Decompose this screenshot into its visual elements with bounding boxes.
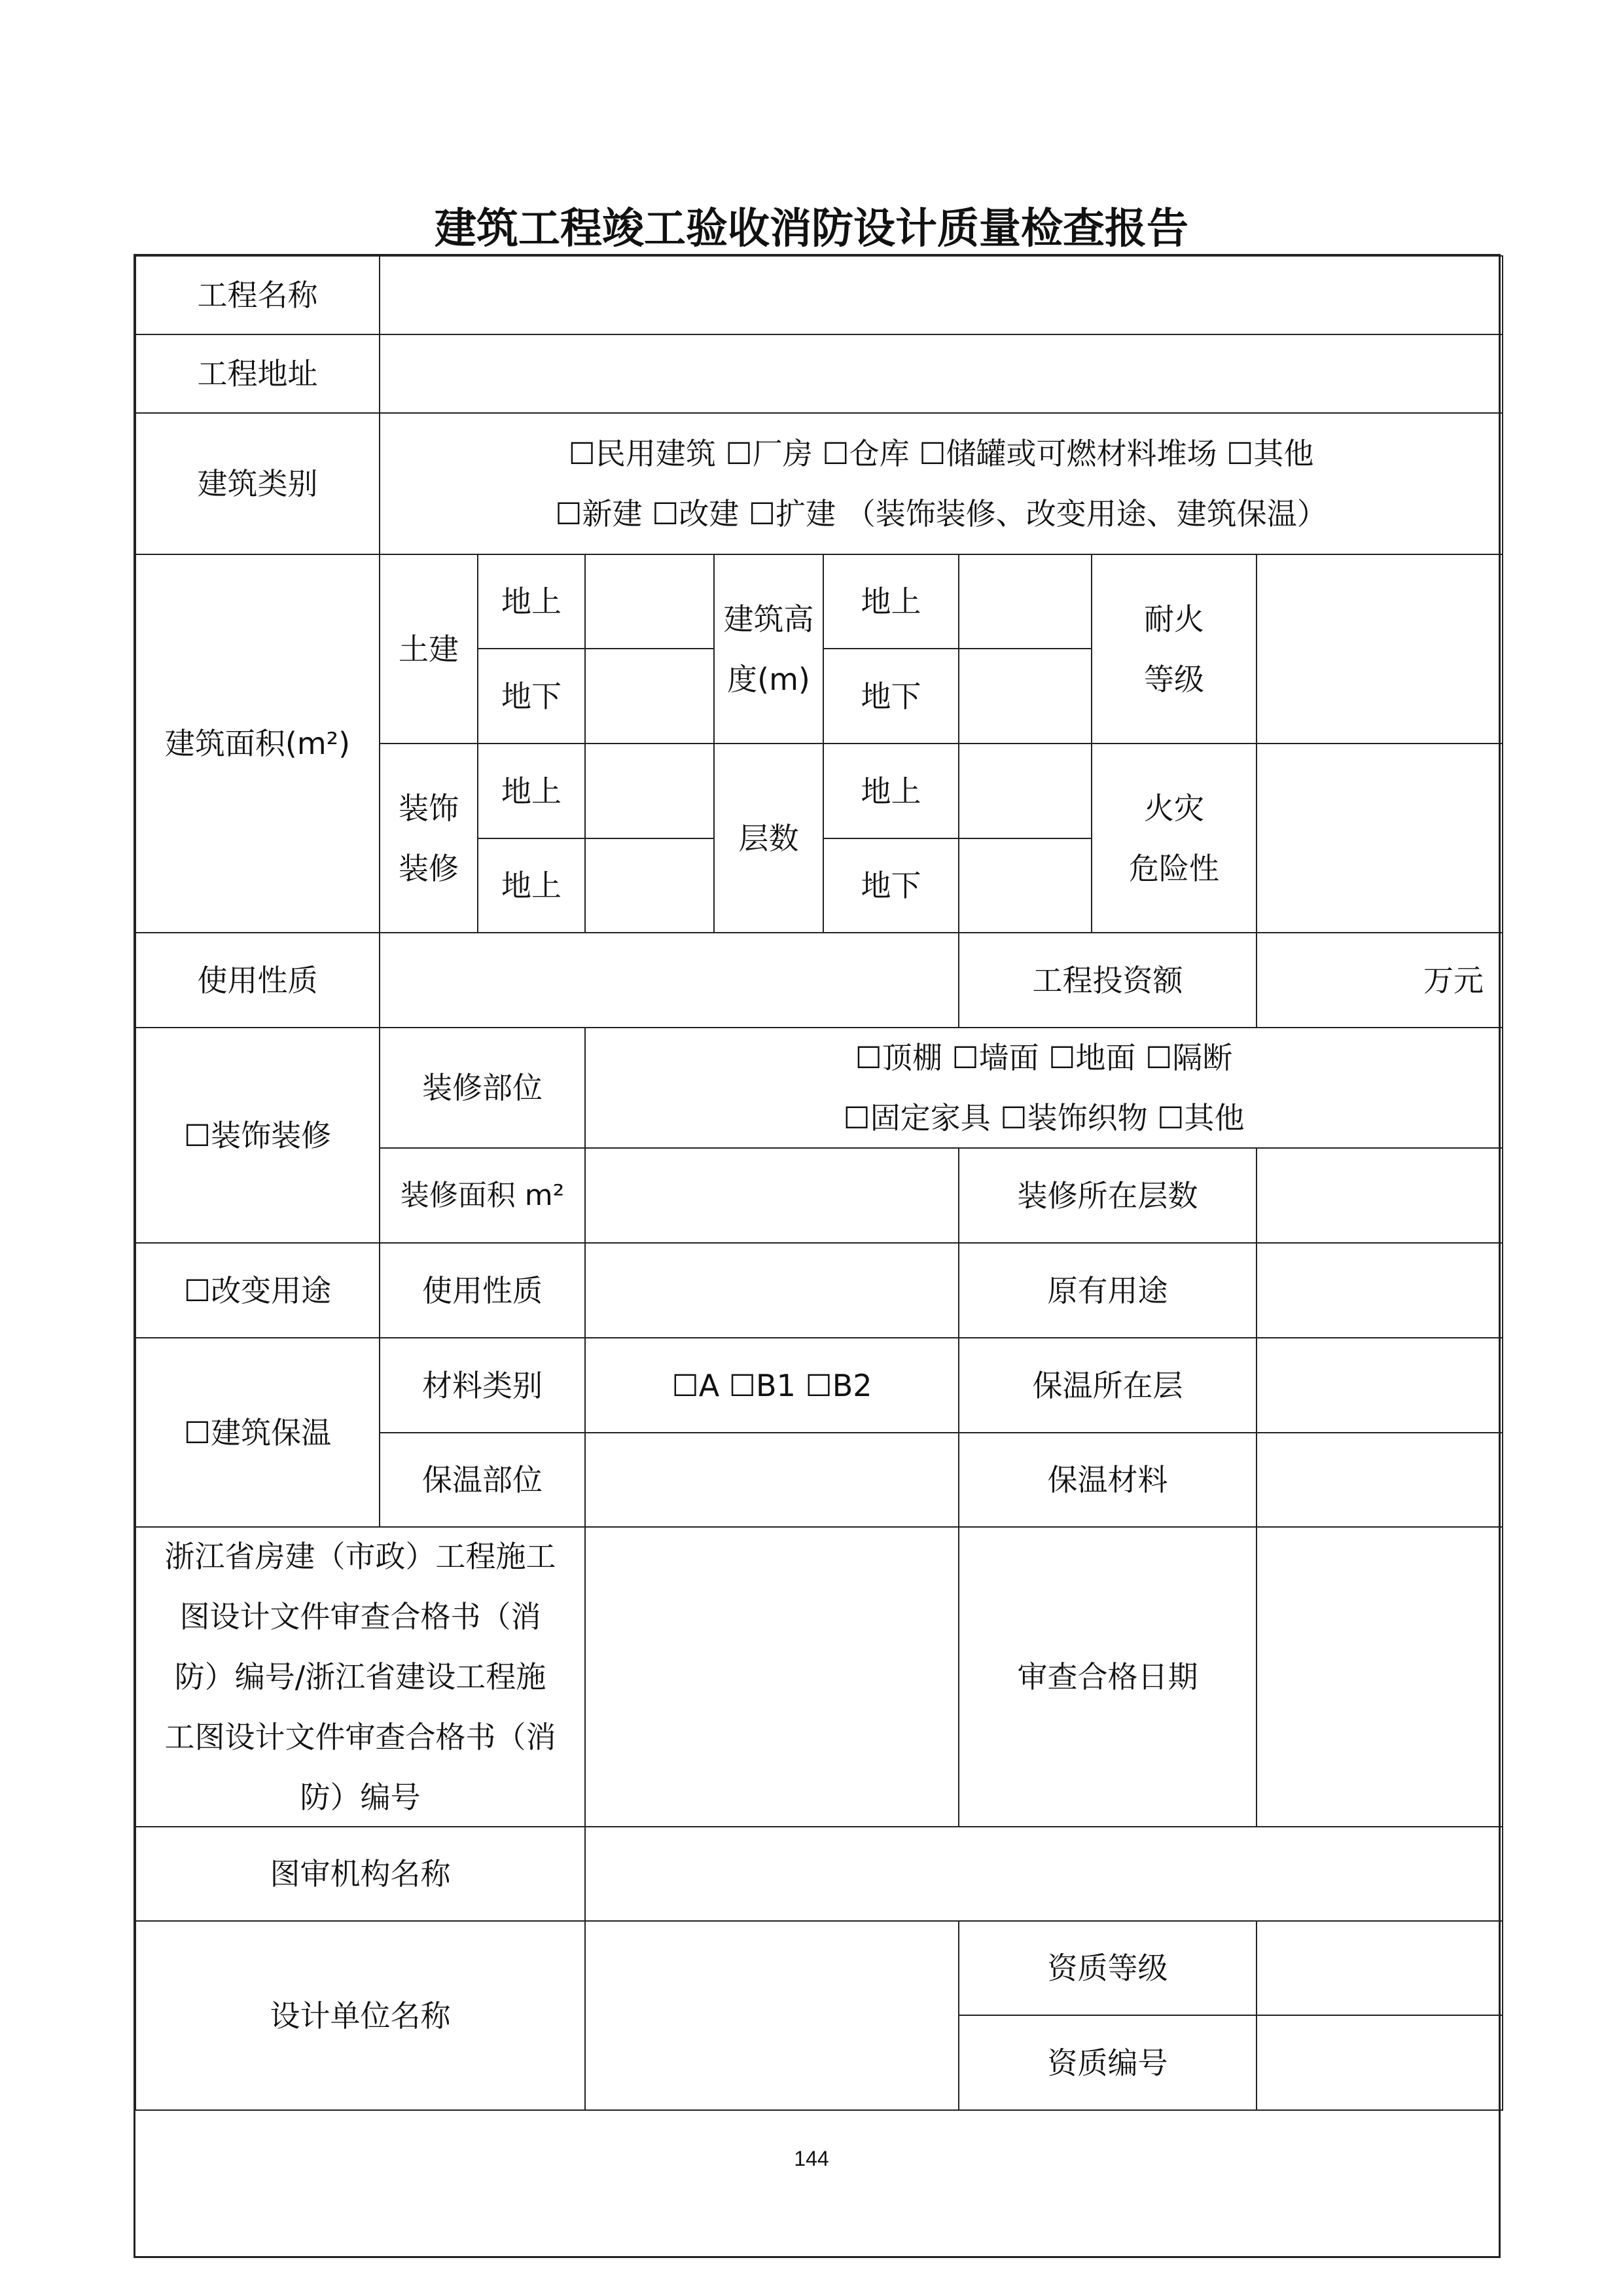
certificate-label <box>135 1526 586 1827</box>
floors-below-field[interactable] <box>958 838 1092 933</box>
fire-risk-line1: 火灾 <box>1144 790 1204 826</box>
usage-label: 使用性质 <box>135 932 380 1028</box>
decoration-area-label <box>379 743 478 933</box>
floors-above-label: 地上 <box>823 743 959 839</box>
civil-above-label: 地上 <box>477 554 586 649</box>
fire-rating-field[interactable] <box>1256 554 1503 744</box>
investment-unit: 万元 <box>1423 962 1484 998</box>
material-type-options[interactable]: ☐A ☐B1 ☐B2 <box>584 1337 959 1433</box>
design-unit-field[interactable] <box>584 1920 959 2111</box>
qualification-number-label: 资质编号 <box>958 2015 1257 2111</box>
review-org-field[interactable] <box>584 1826 1503 1922</box>
decoration-parts-line1: ☐顶棚 ☐墙面 ☐地面 ☐隔断 <box>855 1040 1233 1075</box>
building-category-label: 建筑类别 <box>135 412 380 555</box>
project-address-field[interactable] <box>379 334 1503 414</box>
floors-label: 层数 <box>713 743 824 933</box>
qualification-level-field[interactable] <box>1256 1920 1503 2016</box>
report-title: 建筑工程竣工验收消防设计质量检查报告 <box>435 205 1188 253</box>
certificate-line3: 防）编号/浙江省建设工程施 <box>174 1659 546 1695</box>
civil-label: 土建 <box>379 554 478 744</box>
review-date-field[interactable] <box>1256 1526 1503 1827</box>
decoration-area-line2: 装修 <box>399 850 459 886</box>
civil-below-label: 地下 <box>477 648 586 744</box>
decoration-above-field-2[interactable] <box>584 838 715 933</box>
certificate-line2: 图设计文件审查合格书（消 <box>179 1599 541 1634</box>
investment-label: 工程投资额 <box>958 932 1257 1028</box>
fire-risk-line2: 危险性 <box>1129 850 1219 886</box>
investment-field[interactable] <box>1256 932 1503 1028</box>
civil-below-field[interactable] <box>584 648 715 744</box>
building-area-text: 建筑面积(m²) <box>164 726 351 761</box>
fire-risk-field[interactable] <box>1256 743 1503 933</box>
building-height-line2: 度(m) <box>727 661 810 697</box>
review-date-label: 审查合格日期 <box>958 1526 1257 1827</box>
qualification-number-field[interactable] <box>1256 2015 1503 2111</box>
building-category-options[interactable] <box>379 412 1503 555</box>
original-use-label: 原有用途 <box>958 1242 1257 1338</box>
building-category-line1: ☐民用建筑 ☐厂房 ☐仓库 ☐储罐或可燃材料堆场 ☐其他 <box>568 436 1314 471</box>
decoration-area-m2-field[interactable] <box>584 1147 959 1244</box>
insulation-position-label: 保温部位 <box>379 1432 586 1528</box>
decoration-checkbox-label[interactable]: ☐装饰装修 <box>135 1027 380 1244</box>
fire-rating-label <box>1091 554 1257 744</box>
building-category-line2: ☐新建 ☐改建 ☐扩建 （装饰装修、改变用途、建筑保温） <box>555 496 1327 531</box>
qualification-level-label: 资质等级 <box>958 1920 1257 2016</box>
height-above-label: 地上 <box>823 554 959 649</box>
insulation-material-label: 保温材料 <box>958 1432 1257 1528</box>
certificate-line4: 工图设计文件审查合格书（消 <box>164 1719 556 1755</box>
certificate-number-field[interactable] <box>584 1526 959 1827</box>
fire-rating-line1: 耐火 <box>1144 601 1204 637</box>
usage-field[interactable] <box>379 932 959 1028</box>
insulation-floor-field[interactable] <box>1256 1337 1503 1433</box>
project-name-label: 工程名称 <box>135 255 380 335</box>
building-height-label <box>713 554 824 744</box>
decoration-parts-label: 装修部位 <box>379 1027 586 1149</box>
inspection-form <box>134 254 1501 2258</box>
insulation-material-field[interactable] <box>1256 1432 1503 1528</box>
certificate-line5: 防）编号 <box>300 1780 421 1815</box>
civil-above-field[interactable] <box>584 554 715 649</box>
decoration-floor-field[interactable] <box>1256 1147 1503 1244</box>
design-unit-label: 设计单位名称 <box>135 1920 586 2111</box>
page-number: 144 <box>794 2147 829 2170</box>
insulation-position-field[interactable] <box>584 1432 959 1528</box>
height-below-field[interactable] <box>958 648 1092 744</box>
certificate-line1: 浙江省房建（市政）工程施工 <box>164 1539 556 1574</box>
height-above-field[interactable] <box>958 554 1092 649</box>
project-address-label: 工程地址 <box>135 334 380 414</box>
decoration-floor-label: 装修所在层数 <box>958 1147 1257 1244</box>
decoration-area-line1: 装饰 <box>399 790 459 826</box>
floors-above-field[interactable] <box>958 743 1092 839</box>
review-org-label: 图审机构名称 <box>135 1826 586 1922</box>
original-use-field[interactable] <box>1256 1242 1503 1338</box>
change-use-checkbox-label[interactable]: ☐改变用途 <box>135 1242 380 1338</box>
project-name-field[interactable] <box>379 255 1503 335</box>
insulation-floor-label: 保温所在层 <box>958 1337 1257 1433</box>
decoration-parts-line2: ☐固定家具 ☐装饰织物 ☐其他 <box>843 1100 1245 1136</box>
decoration-parts-options[interactable] <box>584 1027 1503 1149</box>
floors-below-label: 地下 <box>823 838 959 933</box>
change-use-usage-field[interactable] <box>584 1242 959 1338</box>
decoration-above-field-1[interactable] <box>584 743 715 839</box>
building-area-label <box>135 554 380 933</box>
fire-risk-label <box>1091 743 1257 933</box>
fire-rating-line2: 等级 <box>1144 661 1204 697</box>
decoration-above-label-1: 地上 <box>477 743 586 839</box>
decoration-above-label-2: 地上 <box>477 838 586 933</box>
building-height-line1: 建筑高 <box>723 601 814 637</box>
height-below-label: 地下 <box>823 648 959 744</box>
insulation-checkbox-label[interactable]: ☐建筑保温 <box>135 1337 380 1528</box>
decoration-area-m2-label: 装修面积 m² <box>379 1147 586 1244</box>
material-type-label: 材料类别 <box>379 1337 586 1433</box>
change-use-usage-label: 使用性质 <box>379 1242 586 1338</box>
